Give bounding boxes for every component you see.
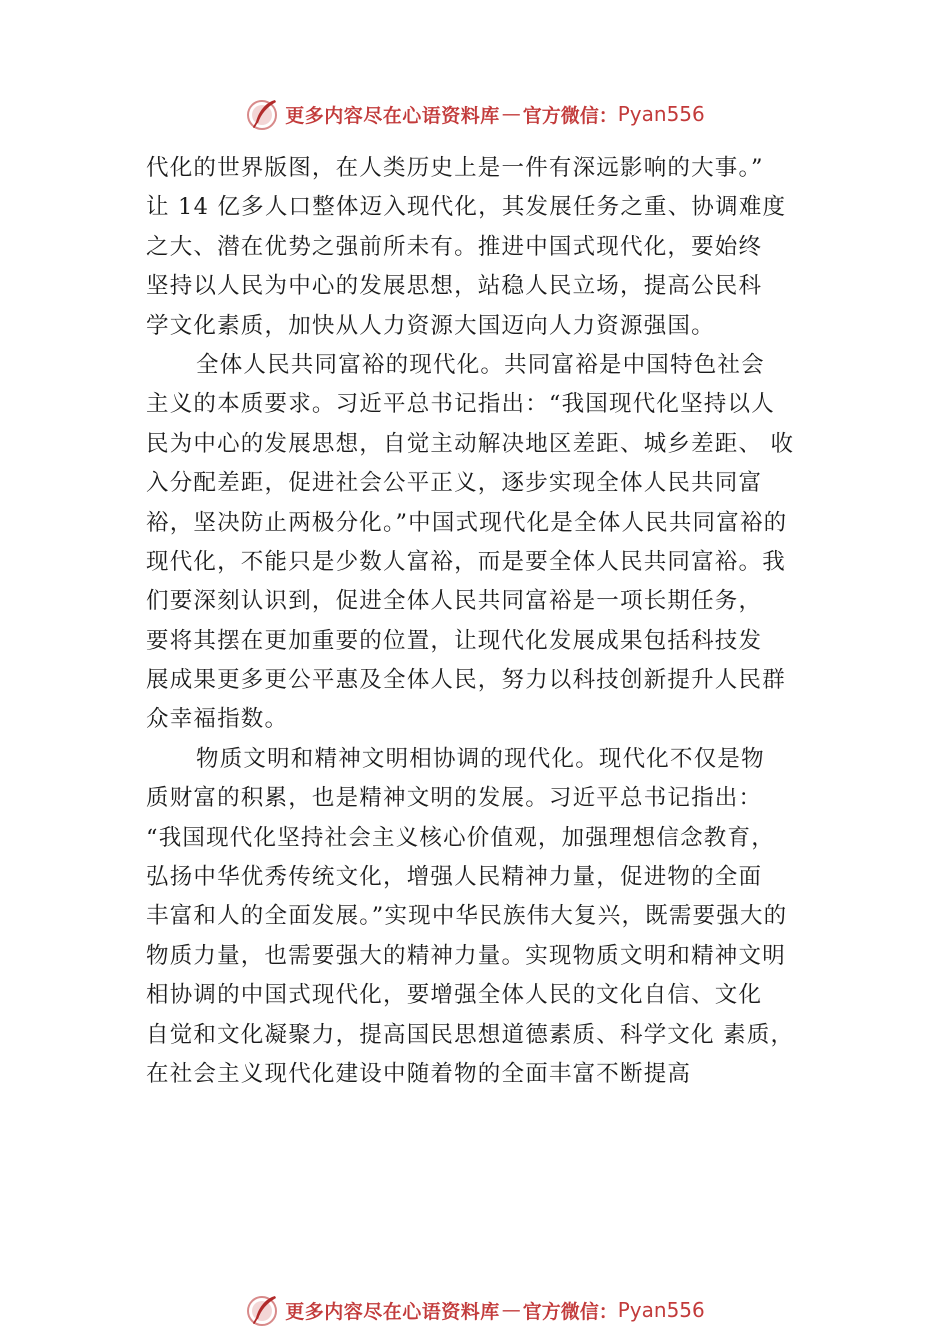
paragraph-start-line: 全体人民共同富裕的现代化。共同富裕是中国特色社会 [196,351,765,378]
header-banner [0,94,950,134]
text-line: 让 14 亿多人口整体迈入现代化，其发展任务之重、协调难度 [146,194,787,221]
document-body [146,149,836,1094]
text-line: 代化的世界版图，在人类历史上是一件有深远影响的大事。” [146,155,764,181]
header-dash: — [501,103,521,125]
footer-dash: — [501,1299,521,1321]
text-line: 相协调的中国式现代化，要增强全体人民的文化自信、文化 [146,982,763,1009]
footer-site-text: 更多内容尽在心语资料库 [285,1300,500,1323]
header-site-text: 更多内容尽在心语资料库 [285,104,500,127]
text-line: 展成果更多更公平惠及全体人民，努力以科技创新提升人民群 [146,667,786,694]
footer-wechat-label: 官方微信： [522,1300,618,1323]
header-wechat-id: Pyan556 [617,102,705,126]
text-line: “我国现代化坚持社会主义核心价值观，加强理想信念教育， [146,824,775,851]
text-line: 学文化素质，加快从人力资源大国迈向人力资源强国。 [146,312,715,339]
text-line: 主义的本质要求。习近平总书记指出：“我国现代化坚持以人 [146,391,775,418]
text-line: 入分配差距，促进社会公平正义，逐步实现全体人民共同富 [146,470,763,497]
text-line: 们要深刻认识到，促进全体人民共同富裕是一项长期任务， [146,588,763,615]
text-line: 在社会主义现代化建设中随着物的全面丰富不断提高 [146,1060,692,1087]
paragraph-start-line: 物质文明和精神文明相协调的现代化。现代化不仅是物 [196,745,765,772]
footer-banner [0,1290,950,1330]
text-line: 弘扬中华优秀传统文化，增强人民精神力量，促进物的全面 [146,864,763,891]
text-line: 要将其摆在更加重要的位置，让现代化发展成果包括科技发 [146,627,763,654]
header-wechat-label: 官方微信： [522,104,618,127]
text-line: 裕，坚决防止两极分化。”中国式现代化是全体人民共同富裕的 [146,509,788,536]
text-line: 物质力量，也需要强大的精神力量。实现物质文明和精神文明 [146,942,786,969]
feather-quill-logo-icon [245,1292,281,1328]
footer-wechat-id: Pyan556 [617,1298,705,1322]
text-line: 民为中心的发展思想，自觉主动解决地区差距、城乡差距、 收 [146,430,795,457]
text-line: 自觉和文化凝聚力，提高国民思想道德素质、科学文化 素质， [146,1021,795,1048]
text-line: 质财富的积累，也是精神文明的发展。习近平总书记指出： [146,785,763,812]
feather-quill-logo-icon [245,96,281,132]
text-line: 丰富和人的全面发展。”实现中华民族伟大复兴，既需要强大的 [146,903,788,930]
text-line: 现代化，不能只是少数人富裕，而是要全体人民共同富裕。我 [146,548,786,575]
text-line: 众幸福指数。 [146,706,289,733]
text-line: 之大、潜在优势之强前所未有。推进中国式现代化，要始终 [146,233,763,260]
text-line: 坚持以人民为中心的发展思想，站稳人民立场，提高公民科 [146,273,763,300]
